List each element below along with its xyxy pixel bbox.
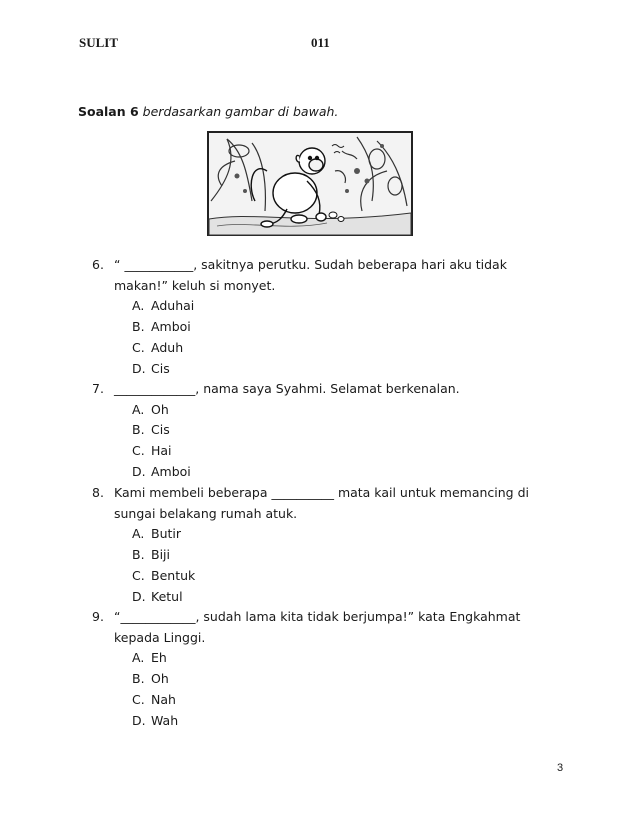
question-number: 9. xyxy=(92,609,104,624)
option-d[interactable] xyxy=(132,462,564,483)
option-text: Ketul xyxy=(151,588,183,604)
option-letter: A. xyxy=(132,401,145,417)
monkey-illustration xyxy=(207,131,413,236)
header-paper-code: 011 xyxy=(311,35,330,50)
options-list xyxy=(132,400,564,483)
option-text: Bentuk xyxy=(151,567,196,583)
option-text: Oh xyxy=(151,401,169,417)
option-text: Amboi xyxy=(151,319,191,335)
option-letter: B. xyxy=(132,547,145,563)
options-list xyxy=(132,648,564,731)
option-b[interactable] xyxy=(132,420,564,441)
option-text: Amboi xyxy=(151,463,191,479)
option-b[interactable] xyxy=(132,669,564,690)
question-stem: “ ___________, sakitnya perutku. Sudah beberapa hari aku tidak makan!” keluh si monyet. xyxy=(114,257,507,293)
instruction-bold: Soalan 6 xyxy=(78,104,139,119)
option-letter: C. xyxy=(132,443,145,459)
option-letter: C. xyxy=(132,567,145,583)
question-stem: _____________, nama saya Syahmi. Selamat berkenalan. xyxy=(114,381,460,396)
option-text: Oh xyxy=(151,671,169,687)
option-letter: D. xyxy=(132,360,146,376)
option-letter: D. xyxy=(132,463,146,479)
option-letter: B. xyxy=(132,671,145,687)
option-text: Aduhai xyxy=(151,298,195,314)
option-c[interactable] xyxy=(132,566,564,587)
question-8 xyxy=(92,483,564,607)
option-letter: D. xyxy=(132,712,146,728)
option-d[interactable] xyxy=(132,711,564,732)
option-text: Wah xyxy=(151,712,179,728)
option-text: Cis xyxy=(151,422,170,438)
option-letter: C. xyxy=(132,339,145,355)
options-list xyxy=(132,524,564,607)
option-letter: B. xyxy=(132,422,145,438)
option-text: Hai xyxy=(151,443,172,459)
page-number: 3 xyxy=(557,762,564,774)
question-number: 7. xyxy=(92,381,104,396)
option-letter: D. xyxy=(132,588,146,604)
header-sulit: SULIT xyxy=(79,35,119,50)
option-text: Cis xyxy=(151,360,170,376)
option-text: Nah xyxy=(151,691,176,707)
option-text: Biji xyxy=(151,547,170,563)
options-list xyxy=(132,296,564,379)
option-text: Eh xyxy=(151,650,167,666)
option-a[interactable] xyxy=(132,296,564,317)
option-a[interactable] xyxy=(132,400,564,421)
question-6 xyxy=(92,255,564,379)
option-letter: A. xyxy=(132,650,145,666)
question-9 xyxy=(92,607,564,731)
question-7 xyxy=(92,379,564,483)
option-letter: B. xyxy=(132,319,145,335)
option-b[interactable] xyxy=(132,317,564,338)
option-b[interactable] xyxy=(132,545,564,566)
option-c[interactable] xyxy=(132,338,564,359)
option-letter: C. xyxy=(132,691,145,707)
option-a[interactable] xyxy=(132,648,564,669)
option-text: Butir xyxy=(151,526,182,542)
question-stem: “____________, sudah lama kita tidak berjumpa!” kata Engkahmat kepada Linggi. xyxy=(114,609,521,645)
instruction-italic: berdasarkan gambar di bawah. xyxy=(138,104,339,119)
option-a[interactable] xyxy=(132,524,564,545)
option-c[interactable] xyxy=(132,441,564,462)
question-number: 8. xyxy=(92,485,104,500)
option-text: Aduh xyxy=(151,339,184,355)
option-letter: A. xyxy=(132,298,145,314)
option-letter: A. xyxy=(132,526,145,542)
option-c[interactable] xyxy=(132,690,564,711)
question-number: 6. xyxy=(92,257,104,272)
option-d[interactable] xyxy=(132,587,564,608)
option-d[interactable] xyxy=(132,359,564,380)
question-stem: Kami membeli beberapa __________ mata kail untuk memancing di sungai belakang rumah atuk. xyxy=(114,485,529,521)
instruction-text xyxy=(78,104,338,119)
